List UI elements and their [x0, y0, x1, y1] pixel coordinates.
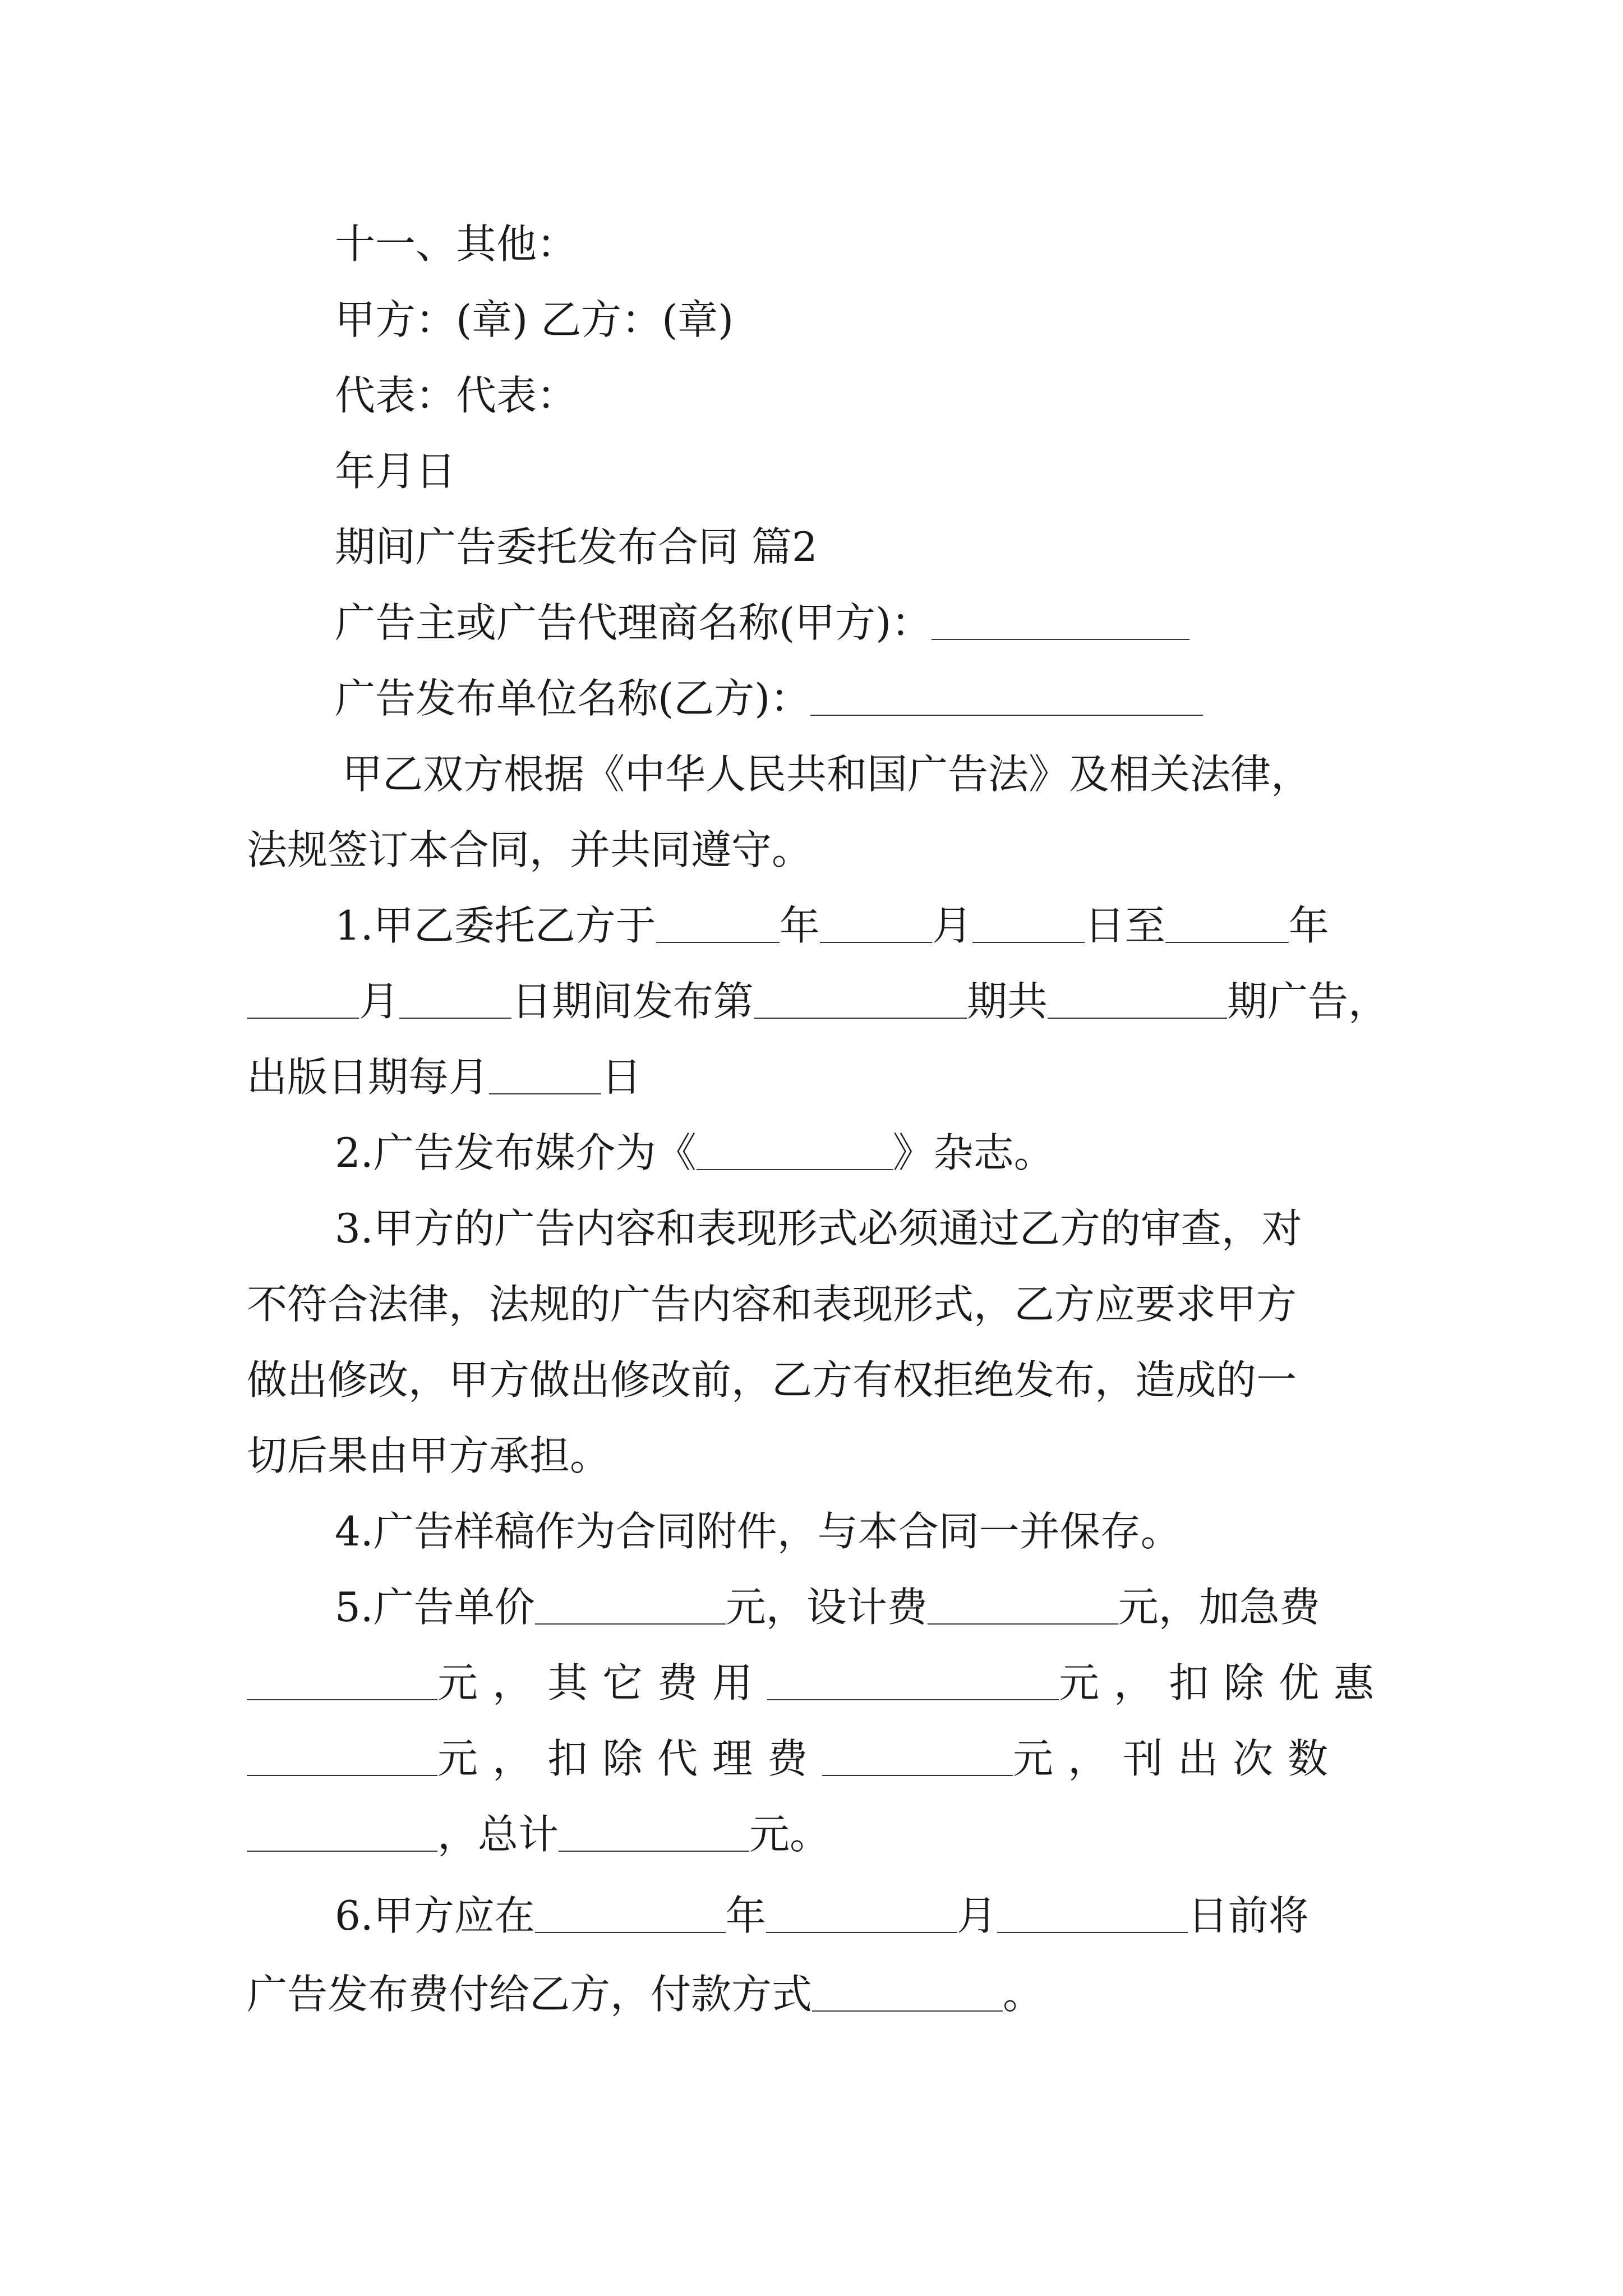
- clause-6-line: [335, 1882, 1400, 1949]
- paragraph-line: [342, 740, 1408, 808]
- text: 年: [725, 1892, 766, 1939]
- text: 日: [601, 1053, 642, 1101]
- text: 1.甲乙委托乙方于: [335, 902, 656, 949]
- text: 法规签订本合同，并共同遵守。: [247, 826, 813, 873]
- text: 期间广告委托发布合同 篇2: [335, 523, 818, 570]
- blank-field: [559, 1851, 749, 1852]
- clause-1-line: [247, 968, 1389, 1035]
- text: 元，扣除优惠: [1059, 1659, 1389, 1706]
- text: 日前将: [1187, 1892, 1309, 1939]
- blank-field: [535, 1932, 726, 1933]
- text: 甲乙双方根据《中华人民共和国广告法》及相关法律，: [342, 751, 1312, 798]
- clause-5-line: [247, 1725, 1380, 1792]
- text: 元。: [749, 1811, 831, 1858]
- blank-field: [1165, 942, 1289, 943]
- clause-1-line: [247, 1043, 1380, 1111]
- text: 》杂志。: [892, 1129, 1054, 1176]
- text: 日至: [1084, 902, 1165, 949]
- clause-3-line: [247, 1346, 1380, 1414]
- text: 年: [779, 902, 820, 949]
- text: 5.广告单价: [335, 1584, 535, 1631]
- blank-field: [754, 1018, 967, 1019]
- text: 甲方：(章) 乙方：(章): [335, 296, 734, 343]
- text: 期共: [967, 978, 1048, 1025]
- text: 不符合法律，法规的广告内容和表现形式，乙方应要求甲方: [247, 1281, 1297, 1328]
- blank-field: [656, 942, 780, 943]
- text: 月: [956, 1892, 997, 1939]
- blank-field: [766, 1932, 957, 1933]
- date-line: [335, 438, 1288, 505]
- text: 。: [1003, 1971, 1044, 2018]
- party-a-name-line: [335, 589, 1288, 656]
- blank-field: [247, 1699, 437, 1700]
- text: 十一、其他：: [335, 220, 578, 268]
- text: 做出修改，甲方做出修改前，乙方有权拒绝发布，造成的一: [247, 1356, 1297, 1404]
- blank-field: [812, 2010, 1003, 2012]
- blank-field: [535, 1623, 726, 1625]
- blank-field: [932, 639, 1189, 640]
- clause-2-line: [335, 1119, 1400, 1186]
- blank-field: [972, 942, 1085, 943]
- blank-field: [997, 1932, 1188, 1933]
- text: 元，扣除代理费: [437, 1735, 823, 1782]
- clause-5-line: [247, 1649, 1389, 1717]
- clause-5-line: [247, 1801, 1380, 1868]
- text: 元，设计费: [725, 1584, 928, 1631]
- section-title-other: [335, 210, 1288, 278]
- text: 出版日期每月: [247, 1053, 490, 1101]
- party-seal-line: [335, 286, 1288, 353]
- text: 月: [359, 978, 400, 1025]
- text: 代表：代表：: [335, 372, 578, 419]
- text: 元，刊出次数: [1013, 1735, 1343, 1782]
- text: 4.广告样稿作为合同附件，与本合同一并保存。: [335, 1508, 1181, 1555]
- text: 元，加急费: [1118, 1584, 1320, 1631]
- text: 元，其它费用: [437, 1659, 768, 1706]
- blank-field: [1048, 1018, 1227, 1019]
- text: 广告主或广告代理商名称(甲方)：: [335, 599, 932, 646]
- representative-line: [335, 362, 1288, 429]
- clause-4-line: [335, 1498, 1400, 1565]
- blank-field: [810, 715, 1203, 716]
- clause-6-line: [247, 1961, 1380, 2028]
- text: 期广告，: [1227, 978, 1389, 1025]
- text: ，总计: [437, 1811, 559, 1858]
- blank-field: [247, 1851, 437, 1852]
- clause-1-line: [335, 892, 1400, 959]
- clause-3-line: [247, 1271, 1380, 1338]
- text: 切后果由甲方承担。: [247, 1432, 611, 1479]
- text: 年月日: [335, 448, 457, 495]
- blank-field: [247, 1775, 437, 1776]
- clause-3-line: [247, 1422, 1380, 1489]
- text: 年: [1288, 902, 1329, 949]
- blank-field: [820, 942, 932, 943]
- blank-field: [822, 1775, 1013, 1776]
- blank-field: [697, 1169, 893, 1170]
- text: 广告发布单位名称(乙方)：: [335, 675, 811, 722]
- blank-field: [399, 1018, 511, 1019]
- blank-field: [247, 1018, 359, 1019]
- text: 广告发布费付给乙方，付款方式: [247, 1971, 813, 2018]
- text: 2.广告发布媒介为《: [335, 1129, 697, 1176]
- blank-field: [928, 1623, 1118, 1625]
- clause-5-line: [335, 1573, 1400, 1641]
- contract-heading: [335, 513, 1288, 581]
- blank-field: [767, 1699, 1059, 1700]
- text: 日期间发布第: [511, 978, 754, 1025]
- party-b-name-line: [335, 665, 1288, 732]
- text: 月: [932, 902, 972, 949]
- blank-field: [489, 1093, 601, 1094]
- clause-3-line: [335, 1195, 1400, 1262]
- text: 3.甲方的广告内容和表现形式必须通过乙方的审查，对: [335, 1205, 1302, 1252]
- text: 6.甲方应在: [335, 1892, 535, 1939]
- paragraph-line: [247, 816, 1380, 884]
